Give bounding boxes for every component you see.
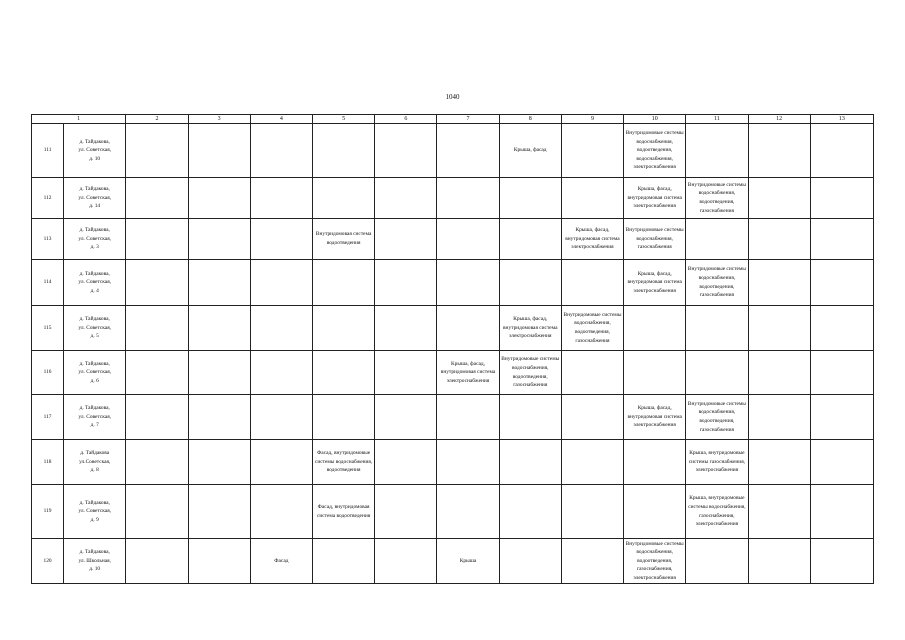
work-cell: [375, 485, 437, 539]
work-cell: [312, 351, 374, 395]
column-number-13: 13: [810, 115, 873, 124]
work-cell: [810, 260, 873, 306]
table-row: [32, 539, 874, 584]
work-cell: [188, 178, 250, 219]
address-cell: д. Тайдакова, ул. Советская, д. 4: [64, 260, 126, 306]
work-cell: [748, 395, 810, 440]
work-cell: [375, 440, 437, 485]
column-number-2: 2: [126, 115, 188, 124]
work-cell: Крыша, фасад, внутридомовая система электроснабжения: [437, 351, 499, 395]
address-cell: д. Тайдакова, ул. Советская, д. 14: [64, 178, 126, 219]
work-cell: [810, 124, 873, 178]
row-number: 111: [32, 124, 64, 178]
work-cell: Внутридомовые системы водоснабжения, водоотведения, газоснабжения, электроснабжения: [624, 539, 686, 584]
work-cell: [499, 440, 561, 485]
work-cell: [810, 440, 873, 485]
column-number-3: 3: [188, 115, 250, 124]
work-cell: [126, 260, 188, 306]
table-row: [32, 260, 874, 306]
work-cell: [748, 219, 810, 260]
work-cell: Фасад: [250, 539, 312, 584]
work-cell: [312, 178, 374, 219]
work-cell: [686, 219, 748, 260]
work-cell: [188, 395, 250, 440]
address-cell: д. Тайдакова, ул. Советская, д. 10: [64, 124, 126, 178]
work-cell: [810, 178, 873, 219]
column-number-7: 7: [437, 115, 499, 124]
row-number: 117: [32, 395, 64, 440]
work-cell: [499, 178, 561, 219]
address-cell: д. Тайдакова, ул. Советская, д. 9: [64, 485, 126, 539]
table-row: [32, 485, 874, 539]
work-cell: [250, 485, 312, 539]
work-cell: [561, 178, 623, 219]
row-number: 119: [32, 485, 64, 539]
work-cell: Крыша: [437, 539, 499, 584]
work-cell: [748, 485, 810, 539]
work-cell: [126, 351, 188, 395]
repair-schedule-table: [31, 114, 874, 584]
work-cell: [437, 178, 499, 219]
work-cell: [126, 539, 188, 584]
work-cell: Внутридомовые системы водоснабжения, газоснабжения: [624, 219, 686, 260]
work-cell: [624, 485, 686, 539]
column-number-12: 12: [748, 115, 810, 124]
work-cell: [375, 260, 437, 306]
work-cell: [810, 306, 873, 351]
work-cell: [375, 124, 437, 178]
work-cell: [810, 539, 873, 584]
row-number: 120: [32, 539, 64, 584]
work-cell: [375, 395, 437, 440]
column-number-11: 11: [686, 115, 748, 124]
work-cell: [312, 260, 374, 306]
work-cell: [437, 124, 499, 178]
work-cell: [748, 351, 810, 395]
work-cell: Крыша, внутридомовые системы газоснабжения, электроснабжения: [686, 440, 748, 485]
work-cell: [250, 124, 312, 178]
table-body: [32, 124, 874, 584]
row-number: 115: [32, 306, 64, 351]
table-row: [32, 219, 874, 260]
work-cell: Крыша, фасад, внутридомовая система электроснабжения: [624, 178, 686, 219]
work-cell: [375, 351, 437, 395]
work-cell: [437, 440, 499, 485]
column-number-1: 1: [32, 115, 126, 124]
column-number-6: 6: [375, 115, 437, 124]
work-cell: [250, 306, 312, 351]
work-cell: Фасад, внутридомовая система водоотведения: [312, 485, 374, 539]
work-cell: [126, 395, 188, 440]
work-cell: [437, 306, 499, 351]
work-cell: [686, 351, 748, 395]
work-cell: [437, 260, 499, 306]
work-cell: [561, 351, 623, 395]
work-cell: [624, 306, 686, 351]
column-number-10: 10: [624, 115, 686, 124]
work-cell: [126, 219, 188, 260]
work-cell: [499, 485, 561, 539]
work-cell: [126, 306, 188, 351]
work-cell: [499, 395, 561, 440]
work-cell: [250, 178, 312, 219]
work-cell: [561, 539, 623, 584]
work-cell: Крыша, фасад, внутридомовая система электроснабжения: [624, 395, 686, 440]
work-cell: [126, 178, 188, 219]
work-cell: [748, 124, 810, 178]
row-number: 114: [32, 260, 64, 306]
work-cell: [188, 351, 250, 395]
row-number: 118: [32, 440, 64, 485]
work-cell: [686, 306, 748, 351]
work-cell: [312, 124, 374, 178]
table-row: [32, 306, 874, 351]
work-cell: Крыша, внутридомовые системы водоснабжения, газоснабжения, электроснабжения: [686, 485, 748, 539]
work-cell: Внутридомовые системы водоснабжения, водоотведения, газоснабжения: [686, 395, 748, 440]
work-cell: [499, 539, 561, 584]
work-cell: [748, 539, 810, 584]
address-cell: д. Тайдакова, ул. Советская, д. 6: [64, 351, 126, 395]
table-row: [32, 395, 874, 440]
work-cell: [188, 124, 250, 178]
work-cell: [250, 351, 312, 395]
work-cell: Внутридомовая система водоотведения: [312, 219, 374, 260]
address-cell: д. Тайдакова, ул. Советская, д. 3: [64, 219, 126, 260]
row-number: 116: [32, 351, 64, 395]
work-cell: [375, 306, 437, 351]
work-cell: Крыша, фасад, внутридомовая система электроснабжения: [499, 306, 561, 351]
work-cell: [437, 485, 499, 539]
work-cell: [188, 306, 250, 351]
work-cell: [810, 485, 873, 539]
work-cell: [126, 485, 188, 539]
work-cell: [188, 219, 250, 260]
work-cell: Внутридомовые системы водоснабжения, водоотведения, водоснабжения, электроснабжения: [624, 124, 686, 178]
column-number-9: 9: [561, 115, 623, 124]
work-cell: [561, 395, 623, 440]
work-cell: [561, 440, 623, 485]
table-row: [32, 178, 874, 219]
work-cell: [312, 395, 374, 440]
work-cell: [312, 306, 374, 351]
table-header: [32, 115, 874, 124]
work-cell: [499, 219, 561, 260]
work-cell: [188, 539, 250, 584]
work-cell: [624, 440, 686, 485]
work-cell: [188, 485, 250, 539]
work-cell: [561, 124, 623, 178]
work-cell: [810, 395, 873, 440]
work-cell: [437, 395, 499, 440]
table-row: [32, 440, 874, 485]
work-cell: [188, 440, 250, 485]
address-cell: д. Тайдакова, ул. Советская, д. 5: [64, 306, 126, 351]
work-cell: [126, 440, 188, 485]
work-cell: Внутридомовые системы водоснабжения, водоотведения, газоснабжения: [499, 351, 561, 395]
work-cell: [748, 178, 810, 219]
address-cell: д. Тайдакова ул.Советская, д. 8: [64, 440, 126, 485]
work-cell: [499, 260, 561, 306]
work-cell: Крыша, фасад, внутридомовая система электроснабжения: [561, 219, 623, 260]
work-cell: [810, 219, 873, 260]
work-cell: [250, 395, 312, 440]
work-cell: [250, 260, 312, 306]
work-cell: [250, 219, 312, 260]
work-cell: [624, 351, 686, 395]
work-cell: [375, 178, 437, 219]
address-cell: д. Тайдакова, ул. Советская, д. 7: [64, 395, 126, 440]
work-cell: [250, 440, 312, 485]
work-cell: [748, 306, 810, 351]
column-number-row: [32, 115, 874, 124]
work-cell: Крыша, фасад: [499, 124, 561, 178]
work-cell: [312, 539, 374, 584]
work-cell: Внутридомовые системы водоснабжения, водоотведения, газоснабжения: [686, 260, 748, 306]
column-number-8: 8: [499, 115, 561, 124]
work-cell: [686, 539, 748, 584]
work-cell: [810, 351, 873, 395]
column-number-4: 4: [250, 115, 312, 124]
work-cell: [375, 539, 437, 584]
table-row: [32, 351, 874, 395]
work-cell: [188, 260, 250, 306]
address-cell: д. Тайдакова, ул. Школьная, д. 10: [64, 539, 126, 584]
row-number: 112: [32, 178, 64, 219]
work-cell: Внутридомовые системы водоснабжения, водоотведения, газоснабжения: [686, 178, 748, 219]
work-cell: Внутридомовые системы водоснабжения, водоотведения, газоснабжения: [561, 306, 623, 351]
work-cell: [437, 219, 499, 260]
work-cell: [686, 124, 748, 178]
work-cell: Крыша, фасад, внутридомовая система электроснабжения: [624, 260, 686, 306]
row-number: 113: [32, 219, 64, 260]
work-cell: [561, 485, 623, 539]
work-cell: [748, 440, 810, 485]
work-cell: Фасад, внутридомовые системы водоснабжения, водоотведения: [312, 440, 374, 485]
page-number: 1040: [445, 93, 460, 101]
work-cell: [375, 219, 437, 260]
work-cell: [748, 260, 810, 306]
work-cell: [561, 260, 623, 306]
work-cell: [126, 124, 188, 178]
table-row: [32, 124, 874, 178]
column-number-5: 5: [312, 115, 374, 124]
